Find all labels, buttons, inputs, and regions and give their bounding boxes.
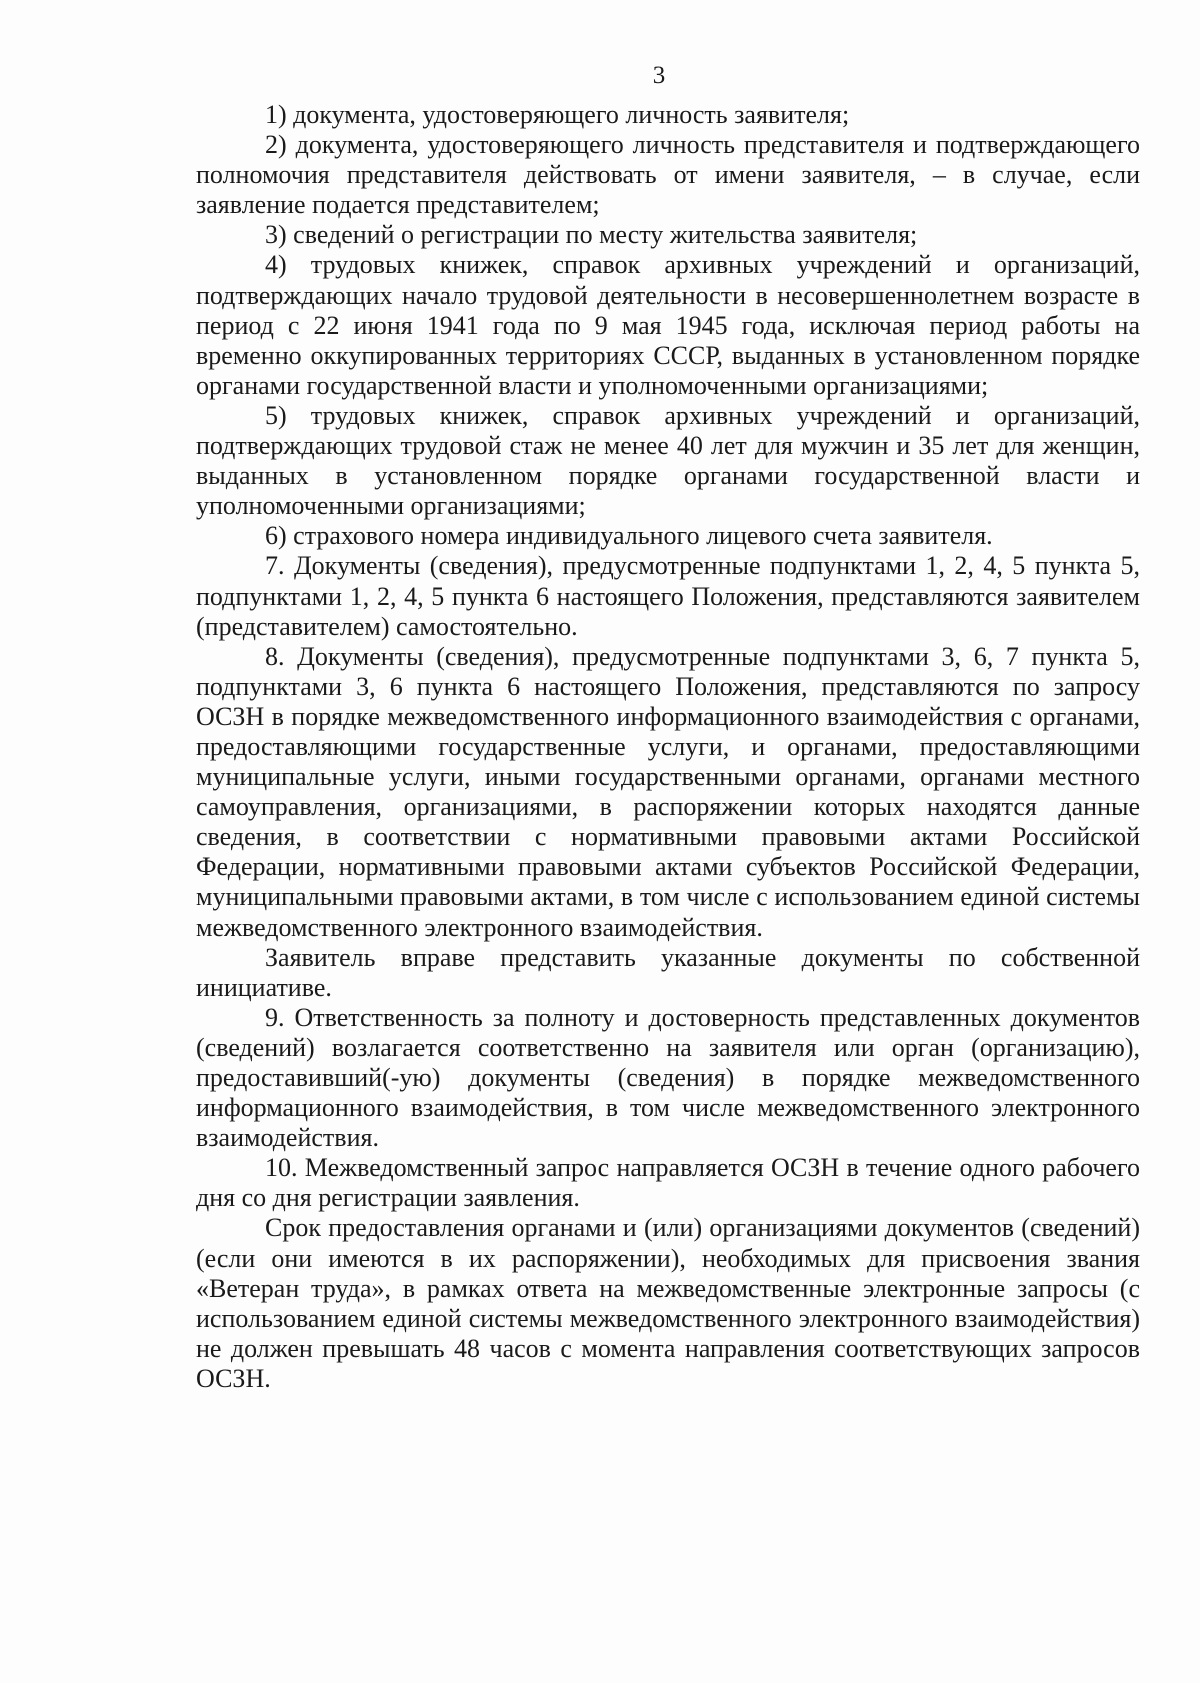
list-item-6: 6) страхового номера индивидуального лицевого счета заявителя. [265,521,993,551]
clause-10: 10. Межведомственный запрос направляется ОСЗН в течение одного рабочего дня со дня регистрации заявления. [196,1153,1140,1213]
clause-8-note: Заявитель вправе представить указанные документы по собственной инициативе. [196,942,1140,1002]
list-item-4: 4) трудовых книжек, справок архивных учреждений и организаций, подтверждающих начало трудовой деятельности в несовершеннолетнем возрасте в период с 22 июня 1941 года по 9 мая 1945 года, исключая период работы на временно оккупированных территориях СССР, выданных в установленном порядке органами государственной власти и уполномоченными организациями; [196,250,1140,400]
clause-9: 9. Ответственность за полноту и достоверность представленных документов (сведений) возлагается соответственно на заявителя или орган (организацию), предоставивший(-ую) документы (сведения) в порядке межведомственного информационного взаимодействия, в том числе межведомственного электронного взаимодействия. [196,1002,1140,1153]
clause-8: 8. Документы (сведения), предусмотренные подпунктами 3, 6, 7 пункта 5, подпунктами 3, 6 пункта 6 настоящего Положения, представляются по запросу ОСЗН в порядке межведомственного информационного взаимодействия с органами, предоставляющими государственные услуги, и органами, предоставляющими муниципальные услуги, иными государственными органами, органами местного самоуправления, организациями, в распоряжении которых находятся данные сведения, в соответствии с нормативными правовыми актами Российской Федерации, нормативными правовыми актами субъектов Российской Федерации, муниципальными правовыми актами, в том числе с использованием единой системы межведомственного электронного взаимодействия. [196,641,1140,942]
list-item-3: 3) сведений о регистрации по месту жительства заявителя; [265,220,918,250]
list-item-1: 1) документа, удостоверяющего личность заявителя; [265,100,850,129]
page-number: 3 [652,62,666,89]
document-body [196,100,1140,1394]
clause-7: 7. Документы (сведения), предусмотренные подпунктами 1, 2, 4, 5 пункта 5, подпунктами 1, 2, 4, 5 пункта 6 настоящего Положения, представляются заявителем (представителем) самостоятельно. [196,551,1140,641]
clause-10-deadline: Срок предоставления органами и (или) организациями документов (сведений) (если они имеются в их распоряжении), необходимых для присвоения звания «Ветеран труда», в рамках ответа на межведомственные электронные запросы (с использованием единой системы межведомственного электронного взаимодействия) не должен превышать 48 часов с момента направления соответствующих запросов ОСЗН. [196,1213,1140,1393]
list-item-2: 2) документа, удостоверяющего личность представителя и подтверждающего полномочия представителя действовать от имени заявителя, – в случае, если заявление подается представителем; [196,130,1140,220]
list-item-5: 5) трудовых книжек, справок архивных учреждений и организаций, подтверждающих трудовой стаж не менее 40 лет для мужчин и 35 лет для женщин, выданных в установленном порядке органами государственной власти и уполномоченными организациями; [196,400,1140,521]
